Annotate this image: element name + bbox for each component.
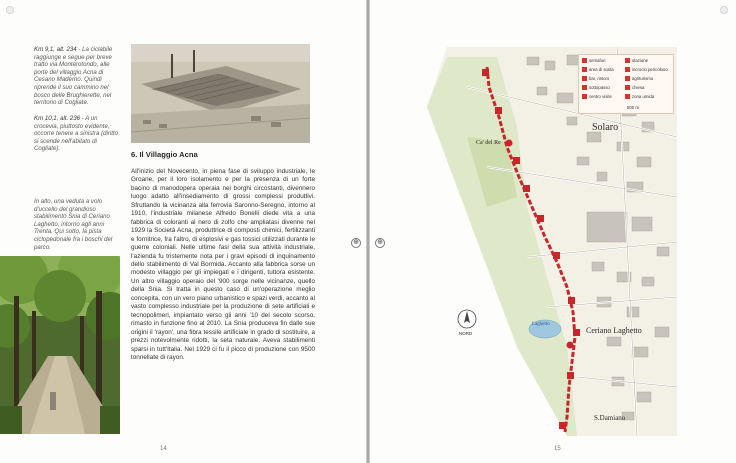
page-number-left: 14 [160, 446, 167, 452]
place-s-damiano: S.Damiano [594, 414, 626, 422]
legend-swatch-icon [625, 76, 630, 81]
legend-swatch-icon [582, 67, 587, 72]
forest-path-photo [0, 256, 120, 434]
legend-item: stazione [625, 58, 648, 63]
legend-item: area di sosta [582, 67, 614, 72]
place-laghetto: Laghetto [532, 322, 550, 327]
legend-item: bar, ristoro [582, 76, 609, 81]
legend-swatch-icon [625, 85, 630, 90]
place-solaro: Solaro [592, 122, 619, 133]
map-legend [578, 54, 674, 114]
margin-note-1: Km 9,1, alt. 234 - La ciclabile raggiunge e segue per breve tratto via Monterotondo, alle porte del villaggio Acna di Cesano Maderno. Quindi riprende il suo cammino nel bosco delle Brughierette, nel territorio di Cogliate. [34, 46, 113, 107]
page-number-right: 15 [554, 446, 561, 452]
legend-item: sottopasso [582, 85, 610, 90]
legend-swatch-icon [582, 58, 587, 63]
nav-plus-icon[interactable]: ⊕ [351, 238, 361, 248]
nav-plus-icon[interactable]: ⊕ [375, 238, 385, 248]
corner-dot-icon [720, 6, 728, 14]
legend-swatch-icon [582, 85, 587, 90]
body-text: All'inizio del Novecento, in piena fase di sviluppo industriale, le Groane, per il loro isolamento e per la presenza di un forte bacino di manodopera operaia nei borghi circostanti, divennero luogo adatto all'insediamento di grossi complessi produttivi. Sfruttando la vicinanza alla ferrovia Saronno-Seregno, intorno al 1910, l'industriale milanese Alfredo Bonelli diede vita a una fabbrica di coloranti al nero di zolfo che ampliatasi divenne nel 1929 la Società Acna, produttrice di composti chimici, fertilizzanti e fornitrice, fra l'altro, di esplosivi e gas tossici utilizzati durante le guerre coloniali. Nelle ultime fasi della sua attività industriale, l'azienda fu tristemente nota per i gravi episodi di inquinamento dello stabilimento di Val Bormida. Accanto alla fabbrica sorse un modesto villaggio per gli impiegati e i dirigenti, tuttora esistente. Un altro villaggio operaio del '900 sorge nelle vicinanze, quello della Snia. Si tratta in questo caso di un'operazione meglio concepita, con un vero piano urbanistico e spazi verdi, accanto al vasto complesso industriale per la produzione di sete artificiali e tecnopolimeri, impiantato verso gli anni '10 del secolo scorso, rimasto in funzione fino al 2010. La Snia produceva fin dalle sue origini il 'rayon', una fibra tessile artificiale in grado di sostituire, a prezzi notevolmente ridotti, la seta naturale. Aveva stabilimenti sparsi in tutt'Italia. Nel 1929 ci fu il picco di produzione con 9500 tonnellate di rayon. [131, 168, 315, 361]
legend-item: agriturismo [625, 76, 653, 81]
compass-label: NORD [459, 331, 473, 336]
legend-swatch-icon [582, 76, 587, 81]
legend-swatch-icon [625, 67, 630, 72]
margin-note-2: Km 10,1, alt. 236 - A un crocevia, piuttosto evidente, occorre tenere a sinistra (diritto si scende nell'abitato di Cogliate). [34, 115, 118, 153]
map-scale: 500 m [627, 105, 639, 110]
legend-swatch-icon [625, 58, 630, 63]
legend-item: semafori [582, 58, 605, 63]
legend-item: chiesa [625, 85, 644, 90]
aerial-photo-snia [131, 44, 310, 143]
corner-dot-icon [6, 6, 14, 14]
place-ca-del-re: Ca' del Re [476, 140, 501, 146]
legend-swatch-icon [625, 94, 630, 99]
legend-item: incrocio pericoloso [625, 67, 668, 72]
place-ceriano-laghetto: Ceriano Laghetto [586, 326, 642, 335]
legend-item: centro visite [582, 94, 612, 99]
legend-swatch-icon [582, 94, 587, 99]
section-title: 6. Il Villaggio Acna [131, 150, 198, 159]
legend-item: zona umida [625, 94, 654, 99]
photo-caption: In alto, una veduta a volo d'uccello del grandioso stabilimento Snia di Ceriano Laghetto, intorno agli anni Trenta. Qui sotto, la pista ciclopedonale fra i boschi del parco. [34, 198, 113, 251]
